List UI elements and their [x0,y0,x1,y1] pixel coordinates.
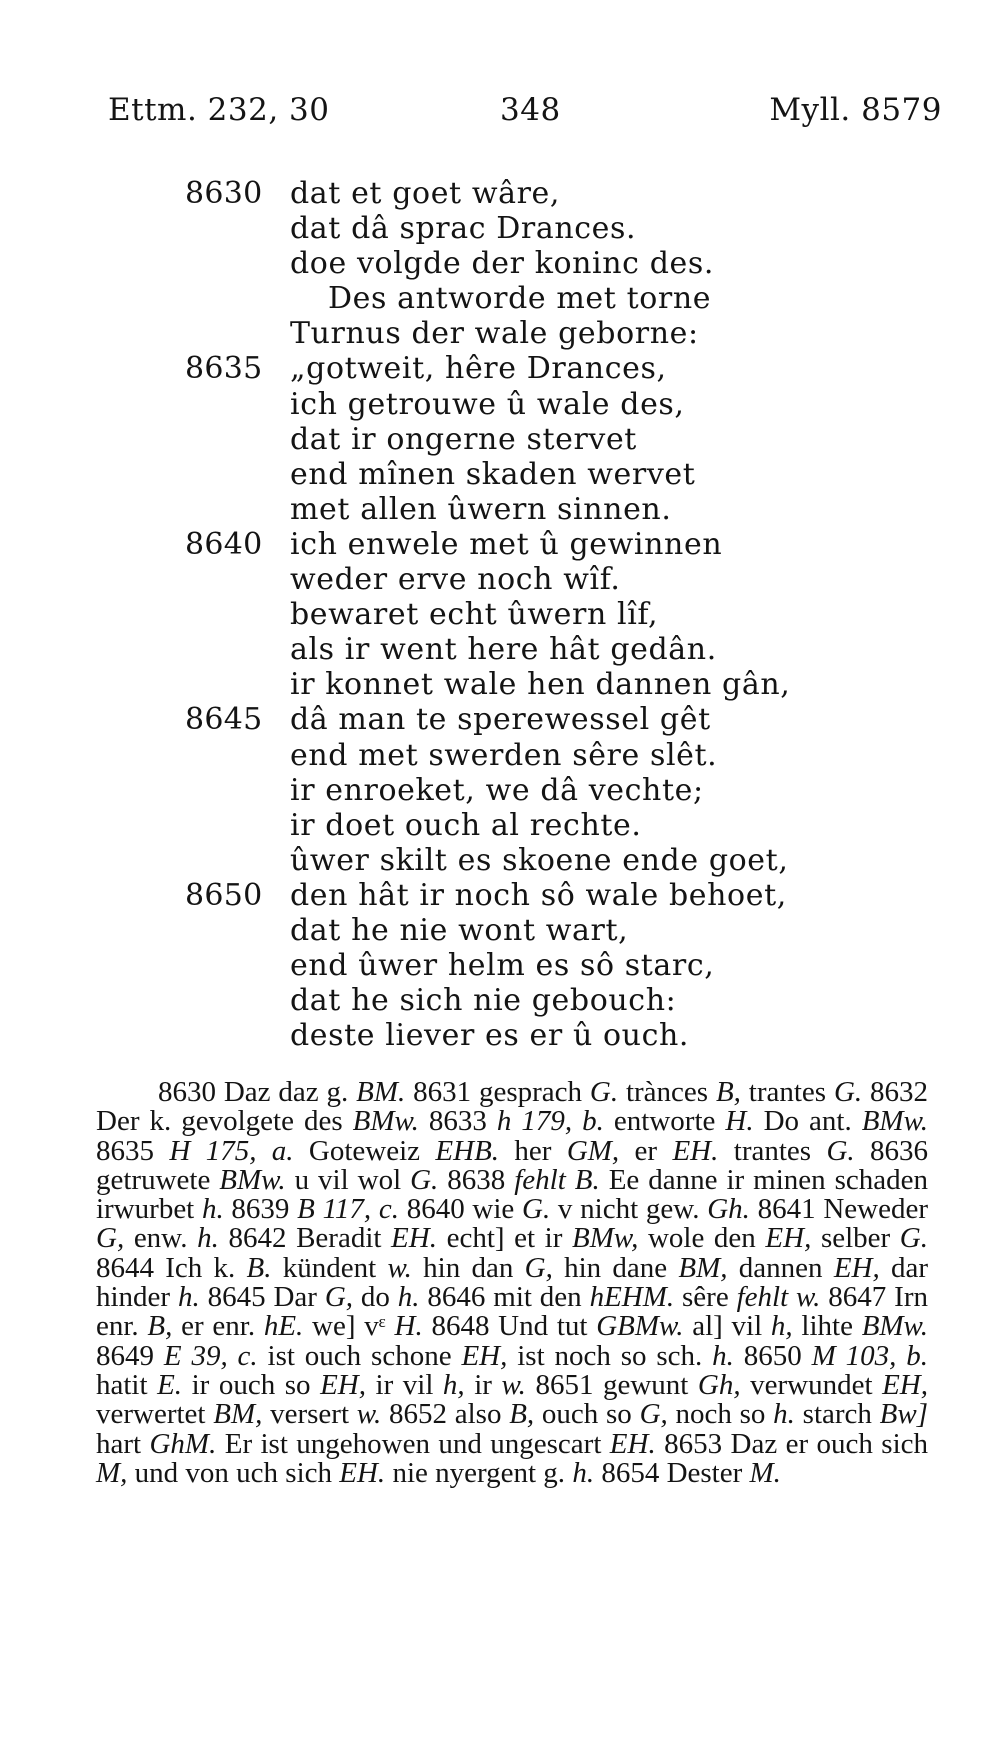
note-text: 8638 [438,1163,515,1196]
manuscript-siglum: h. [197,1222,219,1255]
verse-text-line: doe volgde der koninc des. [290,246,714,282]
verse-line [0,176,1000,211]
note-text: 8654 Dester [594,1456,750,1489]
note-text: Do ant. [753,1105,862,1138]
verse-line [0,632,1000,667]
note-text: 8652 also [381,1398,510,1431]
running-header [0,92,1000,132]
note-text: 8647 Irn [820,1281,928,1314]
manuscript-siglum: h. [773,1398,795,1431]
manuscript-siglum: H. [394,1310,423,1343]
manuscript-siglum: h. [572,1456,595,1489]
header-right-reference: Myll. 8579 [769,92,942,128]
manuscript-siglum: BMw. [352,1105,419,1138]
manuscript-siglum: B, [509,1398,535,1431]
manuscript-siglum: M 103, b. [811,1339,929,1372]
note-text: trànces [618,1076,716,1108]
note-text: er [619,1134,673,1167]
verse-line [0,948,1000,983]
note-text: sêre [674,1281,737,1314]
manuscript-siglum: EH. [339,1456,386,1489]
note-text: Goteweiz [293,1134,436,1167]
manuscript-siglum: Gh, [697,1368,741,1401]
note-text: trantes [740,1076,834,1108]
note-text: ir ouch so [182,1368,321,1401]
manuscript-siglum: fehlt w. [736,1281,821,1314]
note-text: ist [507,1339,545,1372]
line-number: 8650 [185,877,263,913]
verse-line [0,562,1000,597]
verse-line [0,281,1000,316]
manuscript-siglum: G. [589,1076,619,1108]
note-text: verwundet [740,1368,883,1401]
note-text: her [499,1134,567,1167]
note-text: Neweder [815,1193,929,1226]
manuscript-siglum: h 179, b. [496,1105,604,1138]
note-text: noch so sch. [544,1339,713,1372]
manuscript-siglum: Bw] [879,1398,929,1431]
note-text: al] [683,1310,723,1343]
manuscript-siglum: EH, [882,1368,929,1401]
note-text: 8636 getruwete [96,1134,929,1196]
manuscript-siglum: G, [324,1281,354,1314]
manuscript-siglum: G. [826,1134,855,1167]
manuscript-siglum: G, [524,1251,553,1284]
note-text: 8633 [418,1105,497,1138]
verse-line [0,527,1000,562]
manuscript-siglum: E 39, c. [163,1339,258,1372]
note-text: lihte [792,1310,862,1343]
manuscript-siglum: B, [147,1310,173,1343]
manuscript-siglum: EH. [609,1427,656,1460]
manuscript-siglum: E. [157,1368,183,1401]
line-number: 8645 [185,702,263,738]
note-text: v nicht gew. [550,1193,708,1226]
manuscript-siglum: hEHM. [589,1281,675,1314]
note-text: 8641 [749,1193,816,1226]
manuscript-siglum: BMw, [572,1222,639,1255]
manuscript-siglum: G. [899,1222,928,1255]
note-text: selber [811,1222,900,1255]
manuscript-siglum: h. [201,1193,224,1226]
manuscript-siglum: EH. [672,1134,719,1167]
note-text: ir vil [365,1368,443,1401]
note-text [194,1193,202,1225]
manuscript-siglum: fehlt B. [514,1163,600,1196]
verse-text-line: ûwer skilt es skoene ende goet, [290,842,789,878]
note-text: und von uch sich [127,1456,340,1489]
note-text: 8635 [96,1134,170,1167]
verse-line [0,351,1000,386]
note-text: 8645 Dar [199,1281,317,1314]
verse-line [0,387,1000,422]
verse-text-line: dat he sich nie gebouch: [290,983,677,1019]
note-text: we] vᵋ [303,1310,395,1343]
note-text: dar hinder [96,1251,929,1314]
note-text: 8640 wie [399,1193,523,1226]
verse-text-line: Des antworde met torne [328,281,712,317]
note-text: nie nyergent g. [385,1456,566,1489]
line-number: 8635 [185,351,263,387]
verse-line [0,422,1000,457]
note-text: hart [96,1427,150,1460]
manuscript-siglum: G, [96,1222,125,1255]
manuscript-siglum: EH, [461,1339,508,1372]
note-text: 8649 [96,1339,164,1372]
manuscript-siglum: H. [725,1105,754,1138]
manuscript-siglum: w. [387,1251,412,1284]
apparatus-paragraph [96,1078,928,1488]
manuscript-siglum: h, [442,1368,465,1401]
verse-text-line: als ir went here hât gedân. [290,632,717,668]
note-text: verwertet [96,1398,206,1431]
manuscript-siglum: G. [522,1193,551,1226]
note-text: ist ouch schone [257,1339,462,1372]
note-text: dan [460,1251,525,1284]
manuscript-siglum: h. [712,1339,734,1372]
note-text: 8630 Daz daz g. [158,1076,357,1108]
verse-text-line: weder erve noch wîf. [290,562,621,598]
verse-text-line: end met swerden sêre slêt. [290,737,718,773]
verse-text-line: ir konnet wale hen dannen gân, [290,667,791,703]
note-text: 8651 gewunt [525,1368,698,1401]
verse-line [0,913,1000,948]
verse-text [0,176,1000,1053]
note-text: trantes [718,1134,827,1167]
verse-text-line: Turnus der wale geborne: [290,316,699,352]
note-text: 8653 [655,1427,723,1460]
verse-text-line: end ûwer helm es sô starc, [290,948,715,984]
manuscript-siglum: Gh. [707,1193,750,1226]
manuscript-siglum: EH, [320,1368,366,1401]
note-text: starch [794,1398,872,1431]
verse-text-line: end mînen skaden wervet [290,456,696,492]
verse-line [0,316,1000,351]
note-text: do [353,1281,398,1314]
manuscript-siglum: EHB. [435,1134,500,1167]
note-text: 8631 gesprach [405,1076,590,1108]
note-text: 8639 [223,1193,298,1226]
verse-text-line: dat dâ sprac Drances. [290,211,637,247]
manuscript-siglum: GhM. [149,1427,217,1460]
note-text: 8650 [733,1339,812,1372]
manuscript-siglum: BMw. [861,1105,929,1138]
manuscript-siglum: w. [356,1398,382,1431]
verse-text-line: met allen ûwern sinnen. [290,491,672,527]
manuscript-siglum: GM, [566,1134,620,1167]
note-text: 8646 mit den [419,1281,590,1314]
verse-text-line: ich getrouwe û wale des, [290,386,685,422]
verse-text-line: den hât ir noch sô wale behoet, [290,877,787,913]
manuscript-siglum: BM. [356,1076,406,1108]
verse-text-line: deste liever es er û ouch. [290,1018,690,1054]
note-text: noch so [667,1398,774,1431]
note-text: 8648 Und tut [422,1310,597,1343]
verse-line [0,1018,1000,1053]
line-number: 8630 [185,176,263,211]
manuscript-siglum: B. [246,1251,272,1284]
manuscript-siglum: BMw. [861,1310,928,1343]
verse-text-line: dat he nie wont wart, [290,912,629,948]
note-text: Ee danne ir minen schaden irwurbet [96,1163,928,1226]
verse-line [0,492,1000,527]
manuscript-siglum: h, [770,1310,793,1343]
note-text: ir [464,1368,502,1401]
page-number: 348 [500,92,561,128]
verse-line [0,211,1000,246]
verse-line [0,738,1000,773]
note-text: hin dane [552,1251,679,1284]
verse-line [0,702,1000,737]
verse-text-line: ir doet ouch al rechte. [290,807,642,843]
note-text: Daz er ouch sich [722,1427,929,1460]
verse-line [0,667,1000,702]
note-text: wole den [638,1222,766,1255]
note-text: dannen [727,1251,834,1284]
note-text: ouch so [534,1398,640,1431]
note-text: vil [722,1310,771,1343]
note-text: 8644 Ich k. [96,1251,247,1284]
manuscript-siglum: G, [639,1398,668,1431]
note-text: versert [262,1398,357,1431]
verse-text-line: „gotweit, hêre Drances, [290,351,667,387]
manuscript-siglum: M. [749,1456,781,1489]
verse-line [0,808,1000,843]
note-text: entworte [603,1105,726,1138]
verse-line [0,246,1000,281]
manuscript-siglum: B, [715,1076,741,1108]
header-left-reference: Ettm. 232, 30 [108,92,330,128]
note-text [872,1398,880,1430]
verse-text-line: dâ man te sperewessel gêt [290,702,711,738]
note-text: echt] et ir [436,1222,573,1255]
note-text: enw. [124,1222,198,1255]
critical-apparatus [96,1078,928,1488]
note-text: kündent [271,1251,388,1284]
verse-line [0,773,1000,808]
note-text: er enr. [172,1310,264,1343]
manuscript-siglum: G. [410,1163,439,1196]
verse-text-line: dat et goet wâre, [290,176,561,211]
manuscript-siglum: w. [501,1368,526,1401]
manuscript-siglum: EH, [833,1251,880,1284]
note-text [317,1281,325,1313]
manuscript-siglum: EH. [391,1222,437,1255]
manuscript-siglum: B 117, c. [297,1193,399,1226]
verse-line [0,597,1000,632]
manuscript-siglum: GBMw. [596,1310,684,1343]
manuscript-siglum: EH, [765,1222,812,1255]
manuscript-siglum: G. [833,1076,863,1108]
verse-line [0,843,1000,878]
verse-line [0,457,1000,492]
note-text: u vil [285,1163,349,1196]
note-text: hin [411,1251,461,1284]
note-text: wol [348,1163,411,1196]
verse-text-line: bewaret echt ûwern lîf, [290,597,659,633]
verse-text-line: ir enroeket, we dâ vechte; [290,772,704,808]
note-text: enr. [96,1310,148,1343]
note-text: 8642 Beradit [218,1222,392,1255]
verse-line [0,983,1000,1018]
verse-text-line: dat ir ongerne stervet [290,421,637,457]
verse-text-line: ich enwele met û gewinnen [290,526,723,562]
verse-line [0,878,1000,913]
manuscript-siglum: h. [397,1281,420,1314]
line-number: 8640 [185,526,263,562]
note-text: 8632 Der k. gevolgete des [96,1076,928,1138]
manuscript-siglum: M, [96,1456,128,1489]
manuscript-siglum: h. [177,1281,200,1314]
manuscript-siglum: H 175, a. [169,1134,294,1167]
note-text: Er ist ungehowen und ungescart [216,1427,610,1460]
manuscript-siglum: BMw. [219,1163,286,1196]
manuscript-siglum: hE. [263,1310,304,1343]
manuscript-siglum: BM, [678,1251,728,1284]
note-text: hatit [96,1368,158,1401]
manuscript-siglum: BM, [213,1398,263,1431]
